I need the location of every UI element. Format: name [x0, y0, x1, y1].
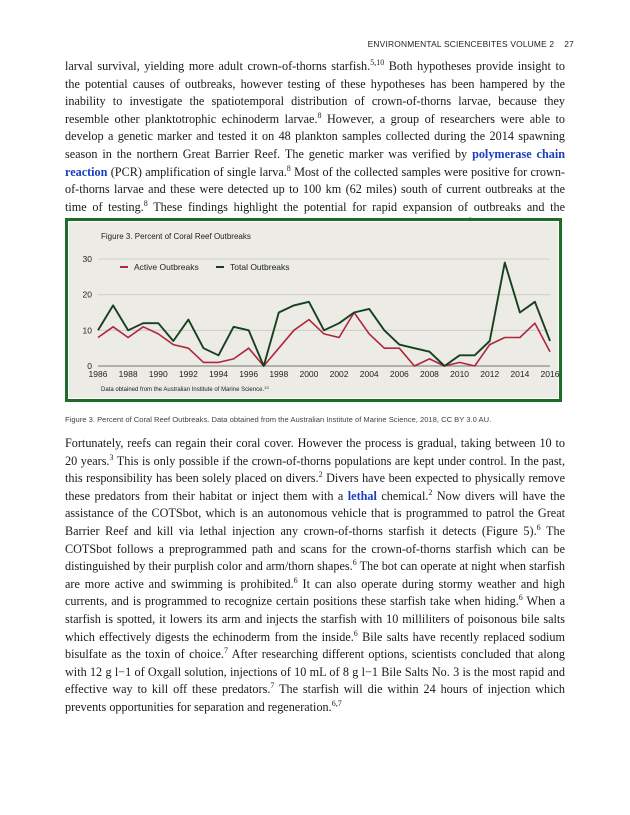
source-citation: 13 — [264, 385, 269, 390]
text: However, a group of researchers were able to develop a genetic marker and tested it on 48 plankton samples collected during the 2014 spawning season in the northern Great Barrier Reef. The genetic marker was verified by — [65, 111, 566, 161]
citation: 7 — [270, 681, 275, 691]
text: Most of the collected samples were positive for crown-of-thorns larvae and these were detected up to 100 km (62 miles) south of current outbreaks at the time of testing. — [65, 164, 565, 214]
x-tick-label: 2000 — [299, 369, 319, 379]
text: This is only possible if the crown-of-thorns populations are kept under control. In the past, this responsibility has been solely placed on divers. — [65, 453, 565, 486]
running-header — [358, 39, 574, 49]
citation: 8 — [317, 110, 322, 120]
text: larval survival, yielding more adult crown-of-thorns starfish. — [65, 59, 371, 73]
x-tick-label: 2006 — [389, 369, 409, 379]
page-number: 27 — [564, 39, 574, 49]
text: Bile salts have recently replaced sodium bisulfate as the toxin of choice. — [65, 629, 565, 662]
text: chemical. — [376, 488, 429, 503]
citation: 6 — [518, 593, 523, 603]
citation: 6,7 — [331, 698, 342, 708]
outbreak-line-chart — [68, 221, 559, 399]
text: Both hypotheses provide insight to the potential causes of outbreaks, however testing of these hypotheses has been hampered by the inability to investigate the spatiotemporal distribution of crown-of-thorns larvae, because they resemble other planktotrophic echinoderm larvae. — [65, 59, 565, 126]
x-tick-label: 2002 — [329, 369, 349, 379]
text: Now divers will have the assistance of the COTSbot, which is an autonomous vehicle that is programmed to patrol the Great Barrier Reef and kill via lethal injection any crown-of-thorns starfish it detects (Figure 5). — [65, 488, 565, 538]
y-tick-label: 20 — [82, 289, 92, 300]
journal-name: ENVIRONMENTAL SCIENCEBITES VOLUME 2 — [367, 39, 555, 49]
citation: 8 — [143, 198, 148, 208]
x-tick-label: 2016 — [540, 369, 559, 379]
x-tick-label: 1988 — [118, 369, 138, 379]
y-tick-label: 30 — [82, 254, 92, 264]
figure-3 — [65, 218, 562, 402]
citation: 2 — [428, 487, 433, 497]
x-tick-label: 2010 — [450, 369, 470, 379]
glossary-link-lethal[interactable]: lethal — [347, 488, 377, 503]
x-tick-label: 1994 — [209, 369, 228, 379]
citation: 7 — [223, 646, 228, 656]
citation: 2 — [318, 470, 323, 480]
paragraph-1 — [65, 58, 565, 234]
x-tick-label: 1986 — [88, 369, 108, 379]
citation: 3 — [109, 452, 114, 462]
citation: 6 — [293, 575, 298, 585]
text: The starfish will die within 24 hours of injection which prevents opportunities for separation and regeneration. — [65, 682, 565, 714]
x-tick-label: 2008 — [420, 369, 439, 379]
x-tick-label: 1996 — [239, 369, 259, 379]
x-tick-label: 1992 — [178, 369, 198, 379]
x-tick-label: 2014 — [510, 369, 530, 379]
text: The bot can operate at night when starfish are more active and swimming is prohibited. — [65, 559, 565, 591]
x-tick-label: 2004 — [359, 369, 379, 379]
y-tick-label: 0 — [87, 361, 92, 371]
text: The COTSbot follows a preprogrammed path and scans for the crown-of-thorns starfish which can be distinguished by their purplish color and arm/thorn shapes. — [65, 523, 565, 574]
x-tick-label: 1990 — [148, 369, 168, 379]
legend-label: Active Outbreaks — [134, 262, 199, 272]
figure-caption: Figure 3. Percent of Coral Reef Outbreaks. Data obtained from the Australian Institute of Marine Science, 2018, CC BY 3.0 AU. — [65, 415, 492, 424]
y-tick-label: 10 — [82, 325, 92, 336]
legend-label: Total Outbreaks — [230, 262, 290, 272]
x-tick-label: 1998 — [269, 369, 289, 379]
citation: 6 — [352, 558, 357, 568]
citation: 6 — [353, 628, 358, 638]
text: (PCR) amplification of single larva. — [107, 164, 287, 179]
text: Divers have been expected to physically remove these predators from their habitat or inject them with a — [65, 471, 565, 503]
citation: 8 — [286, 163, 291, 173]
paragraph-2 — [65, 435, 565, 717]
text: These findings highlight the potential for rapid expansion of outbreaks and the — [153, 199, 565, 214]
glossary-link-pcr[interactable]: polymerase chain reaction — [65, 146, 565, 179]
text: Fortunately, reefs can regain their coral cover. However the process is gradual, taking between 10 to 20 years. — [65, 436, 565, 468]
text: It can also operate during stormy weather and high currents, and is programmed to recognize certain positions these starfish take when hiding. — [65, 576, 565, 609]
citation: 5,10 — [370, 57, 385, 67]
x-tick-label: 2012 — [480, 369, 500, 379]
chart-source-note: Data obtained from the Australian Institute of Marine Science.$^{13}$ — [101, 385, 269, 393]
text: After researching different options, scientists concluded that along with 12 g l−1 of Oxgall solution, injections of 10 mL of 8 g l−1 Bile Salts No. 3 is the most rapid and effective way to kill off these predators. — [65, 647, 566, 697]
chart-title: Figure 3. Percent of Coral Reef Outbreaks — [101, 232, 251, 241]
citation: 6 — [536, 522, 541, 532]
text: When a starfish is spotted, it lowers its arm and injects the starfish with 10 milliliters of poisonous bile salts which effectively digests the echinoderm from the inside. — [65, 594, 565, 644]
